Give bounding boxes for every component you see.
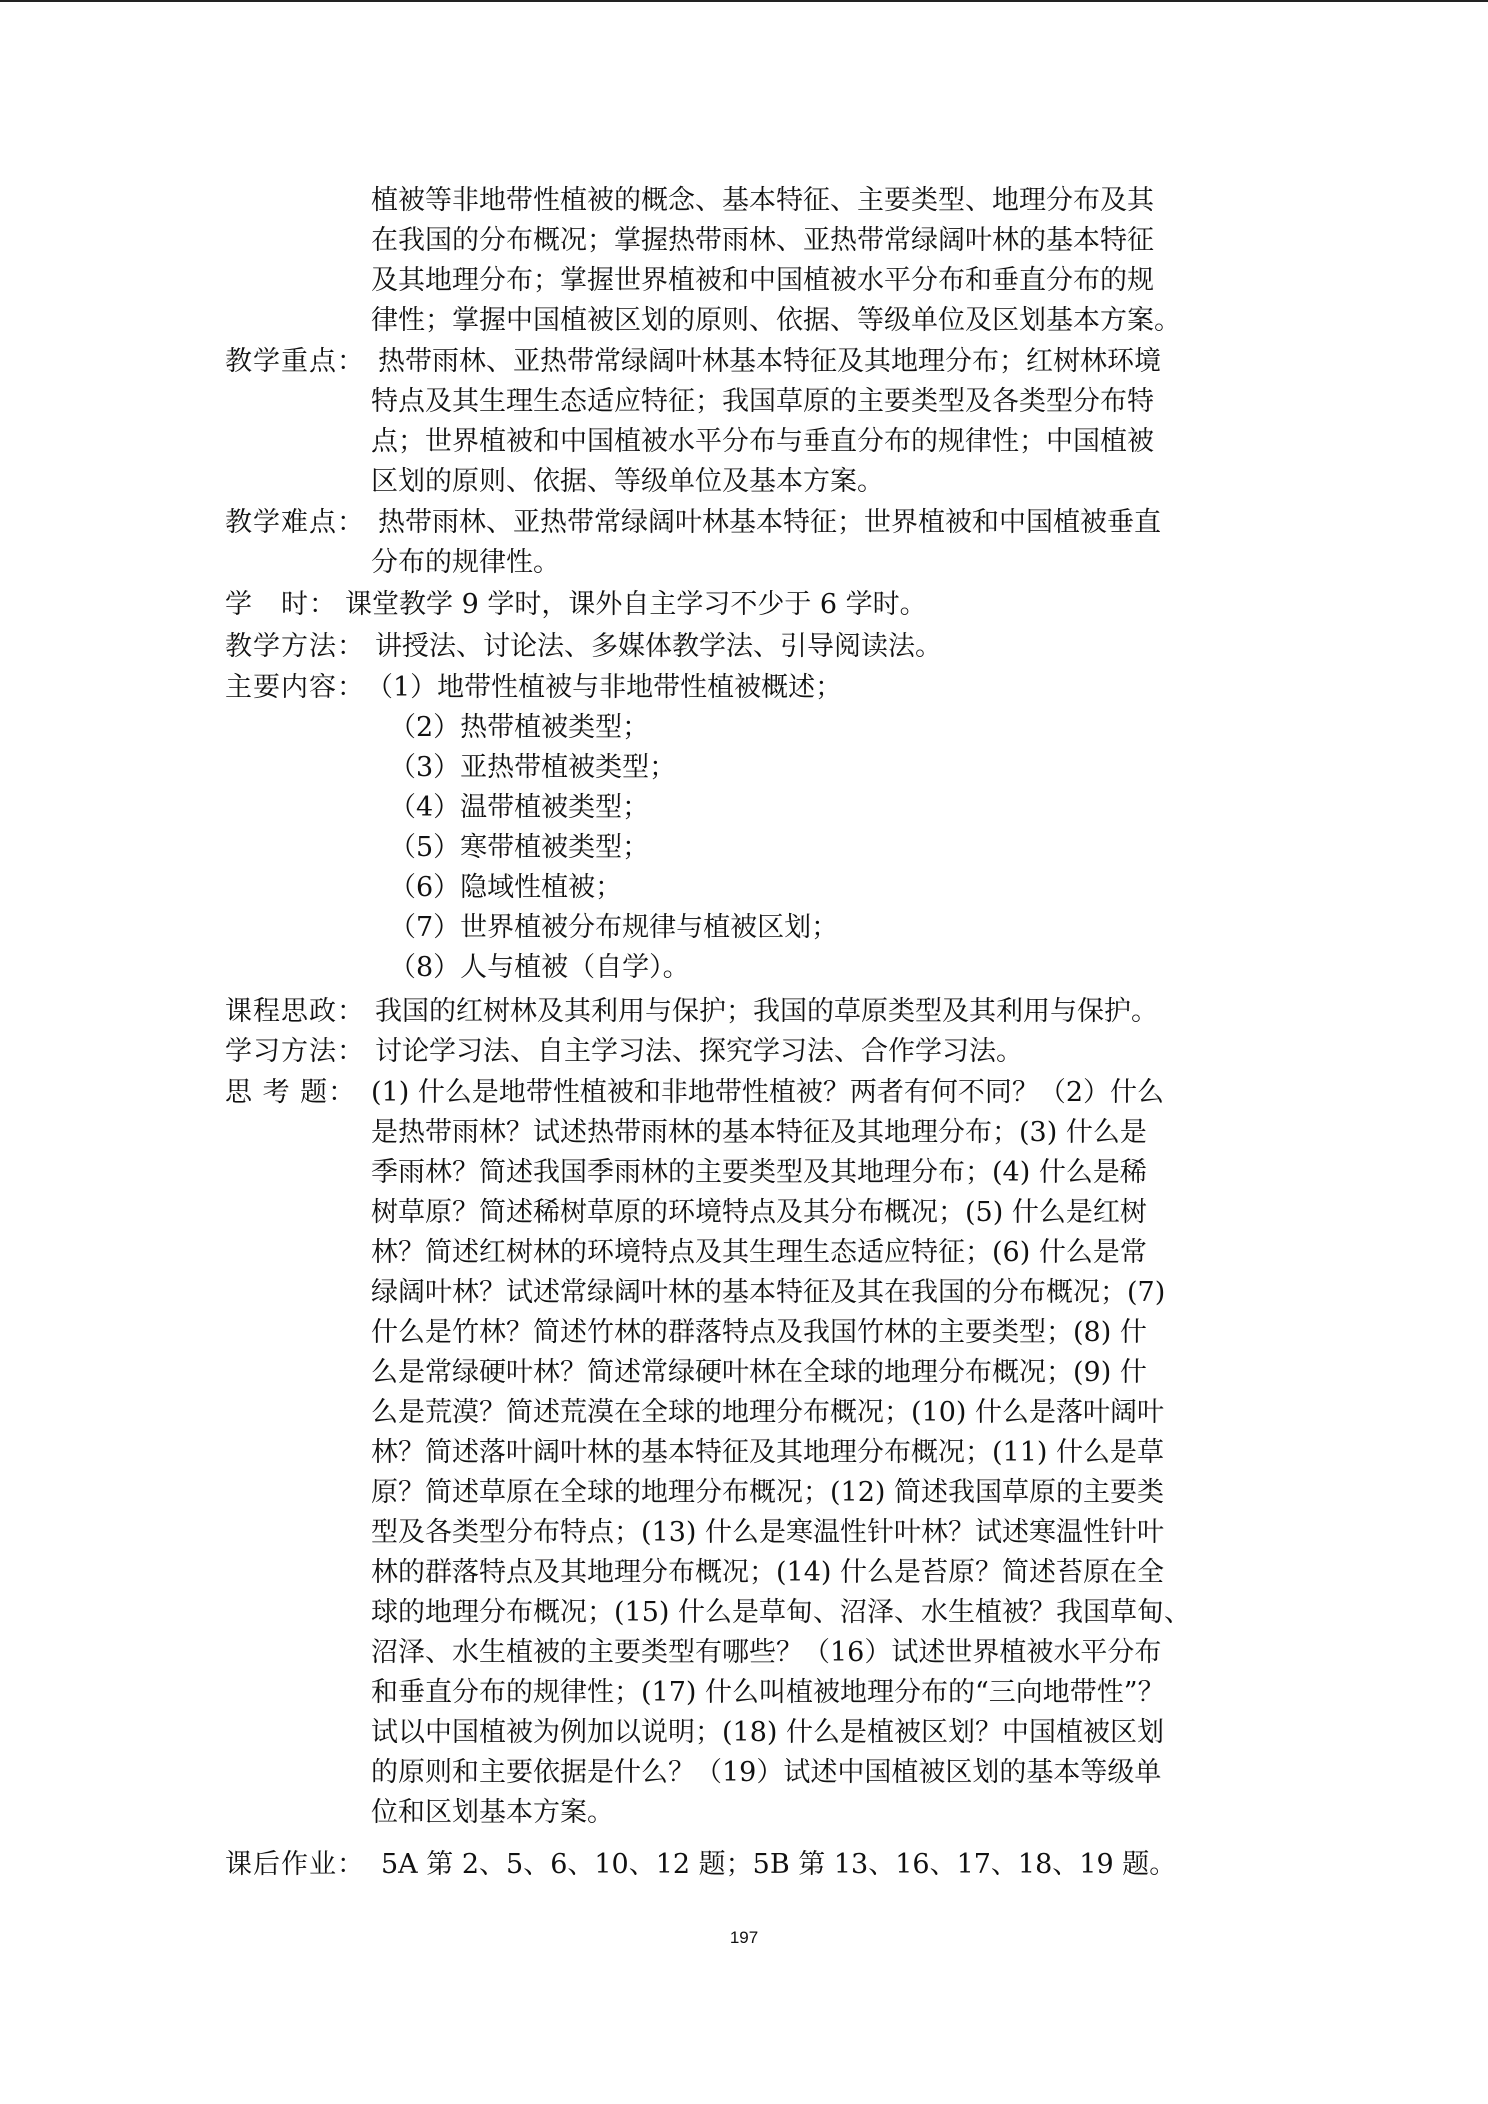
question-line: 季雨林？简述我国季雨林的主要类型及其地理分布；(4) 什么是稀 xyxy=(371,1157,1147,1188)
main-content-item: （3）亚热带植被类型； xyxy=(389,752,677,783)
main-content-item: （2）热带植被类型； xyxy=(389,712,650,743)
question-line: 球的地理分布概况；(15) 什么是草甸、沼泽、水生植被？我国草甸、 xyxy=(371,1597,1192,1628)
question-line: 树草原？简述稀树草原的环境特点及其分布概况；(5) 什么是红树 xyxy=(371,1197,1147,1228)
teaching-methods-label: 教学方法： xyxy=(225,631,365,662)
question-line: 什么是竹林？简述竹林的群落特点及我国竹林的主要类型；(8) 什 xyxy=(371,1317,1147,1348)
question-line: 的原则和主要依据是什么？（19）试述中国植被区划的基本等级单 xyxy=(371,1757,1162,1788)
key-points-line: 区划的原则、依据、等级单位及基本方案。 xyxy=(371,466,884,497)
question-line: 林的群落特点及其地理分布概况；(14) 什么是苔原？简述苔原在全 xyxy=(371,1557,1165,1588)
main-content-item: （5）寒带植被类型； xyxy=(389,832,650,863)
ideology-text: 我国的红树林及其利用与保护；我国的草原类型及其利用与保护。 xyxy=(375,996,1158,1027)
key-points-line: 特点及其生理生态适应特征；我国草原的主要类型及各类型分布特 xyxy=(371,386,1154,417)
main-content-item: （6）隐域性植被； xyxy=(389,872,623,903)
question-line: 位和区划基本方案。 xyxy=(371,1797,614,1828)
homework-label: 课后作业： xyxy=(225,1849,365,1880)
hours-text: 课堂教学 9 学时，课外自主学习不少于 6 学时。 xyxy=(345,589,927,620)
teaching-methods-text: 讲授法、讨论法、多媒体教学法、引导阅读法。 xyxy=(375,631,942,662)
difficult-points-label: 教学难点： xyxy=(225,507,365,538)
question-line: 和垂直分布的规律性；(17) 什么叫植被地理分布的“三向地带性”？ xyxy=(371,1677,1165,1708)
key-points-line: 热带雨林、亚热带常绿阔叶林基本特征及其地理分布；红树林环境 xyxy=(378,346,1161,377)
question-line: 试以中国植被为例加以说明；(18) 什么是植被区划？中国植被区划 xyxy=(371,1717,1165,1748)
main-content-item: （4）温带植被类型； xyxy=(389,792,650,823)
hours-label: 学 时： xyxy=(225,589,337,620)
learning-methods-label: 学习方法： xyxy=(225,1036,365,1067)
question-line: 么是荒漠？简述荒漠在全球的地理分布概况；(10) 什么是落叶阔叶 xyxy=(371,1397,1165,1428)
key-points-line: 点；世界植被和中国植被水平分布与垂直分布的规律性；中国植被 xyxy=(371,426,1154,457)
difficult-points-line: 热带雨林、亚热带常绿阔叶林基本特征；世界植被和中国植被垂直 xyxy=(378,507,1161,538)
homework-text: 5A 第 2、5、6、10、12 题；5B 第 13、16、17、18、19 题。 xyxy=(381,1849,1177,1880)
question-line: 林？简述红树林的环境特点及其生理生态适应特征；(6) 什么是常 xyxy=(371,1237,1147,1268)
intro-line: 律性；掌握中国植被区划的原则、依据、等级单位及区划基本方案。 xyxy=(371,305,1181,336)
intro-line: 及其地理分布；掌握世界植被和中国植被水平分布和垂直分布的规 xyxy=(371,265,1154,296)
difficult-points-line: 分布的规律性。 xyxy=(371,547,560,578)
questions-label: 思 考 题： xyxy=(225,1077,357,1108)
main-content-label: 主要内容： xyxy=(225,672,365,703)
main-content-item: （7）世界植被分布规律与植被区划； xyxy=(389,912,839,943)
ideology-label: 课程思政： xyxy=(225,996,365,1027)
question-line: (1) 什么是地带性植被和非地带性植被？两者有何不同？（2）什么 xyxy=(371,1077,1165,1108)
question-line: 型及各类型分布特点；(13) 什么是寒温性针叶林？试述寒温性针叶 xyxy=(371,1517,1165,1548)
main-content-item: （1）地带性植被与非地带性植被概述； xyxy=(366,672,843,703)
question-line: 是热带雨林？试述热带雨林的基本特征及其地理分布；(3) 什么是 xyxy=(371,1117,1147,1148)
page-number: 197 xyxy=(729,1928,759,1947)
question-line: 绿阔叶林？试述常绿阔叶林的基本特征及其在我国的分布概况；(7) xyxy=(371,1277,1166,1308)
main-content-item: （8）人与植被（自学）。 xyxy=(389,952,690,983)
learning-methods-text: 讨论学习法、自主学习法、探究学习法、合作学习法。 xyxy=(375,1036,1023,1067)
question-line: 林？简述落叶阔叶林的基本特征及其地理分布概况；(11) 什么是草 xyxy=(371,1437,1165,1468)
question-line: 原？简述草原在全球的地理分布概况；(12) 简述我国草原的主要类 xyxy=(371,1477,1165,1508)
question-line: 么是常绿硬叶林？简述常绿硬叶林在全球的地理分布概况；(9) 什 xyxy=(371,1357,1147,1388)
intro-line: 植被等非地带性植被的概念、基本特征、主要类型、地理分布及其 xyxy=(371,185,1154,216)
key-points-label: 教学重点： xyxy=(225,346,365,377)
question-line: 沼泽、水生植被的主要类型有哪些？（16）试述世界植被水平分布 xyxy=(371,1637,1162,1668)
intro-line: 在我国的分布概况；掌握热带雨林、亚热带常绿阔叶林的基本特征 xyxy=(371,225,1154,256)
